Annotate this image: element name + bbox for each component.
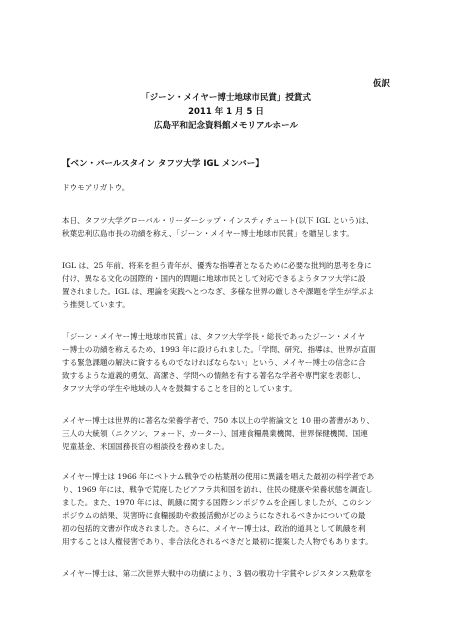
paragraph-line: 用することは人権侵害であり、非合法化されるべきだと最初に提案した人物でもあります。 — [62, 537, 373, 546]
paragraph-greeting — [62, 181, 392, 194]
paragraph-line: 初の包括的文書が作成されました。さらに、メイヤー博士は、政治的道具として飢餓を利 — [62, 524, 366, 533]
paragraph-line: タフツ大学の学生や地域の人々を鼓舞することを目的としています。 — [62, 384, 297, 393]
paragraph-line: う推奨しています。 — [62, 300, 130, 309]
paragraph-line: り、1969 年には、戦争で荒廃したビアフラ共和国を訪れ、住民の健康や栄養状態を調査し — [62, 485, 373, 494]
paragraph-award-purpose — [62, 330, 392, 395]
paragraph-line: 三人の大統領（ニクソン、フォード、カーター）、国連食糧農業機関、世界保健機関、国連 — [62, 429, 368, 438]
paragraph-line: ました。また、1970 年には、飢餓に関する国際シンポジウムを企画しましたが、このシン — [62, 498, 372, 507]
event-title: 「ジーン・メイヤー博士地球市民賞」授賞式 — [141, 93, 311, 103]
paragraph-line: 致するような道義的勇気、高潔さ、学問への情熱を有する著名な学者や専門家を表彰し、 — [62, 371, 366, 380]
title-block — [0, 91, 452, 133]
paragraph-line: 付け、異なる文化の国際的・国内的問題に地球市民として対応できるようタフツ大学に設 — [62, 274, 366, 283]
paragraph-line: 「ジーン・メイヤー博士地球市民賞」は、タフツ大学学長・総長であったジーン・メイヤ — [62, 332, 366, 341]
paragraph-line: 児童基金、米国国務長官の相談役を務めました。 — [62, 442, 230, 451]
event-venue: 広島平和記念資料館メモリアルホール — [154, 121, 298, 131]
paragraph-line: メイヤー博士は、第二次世界大戦中の功績により、3 個の戦功十字賞やレジスタンス勲章を — [62, 569, 373, 578]
paragraph-line: ドウモアリガトウ。 — [62, 183, 130, 192]
paragraph-mayer-wartime — [62, 567, 392, 580]
paragraph-line: 置されました。IGL は、理論を実践へとつなぎ、多様な世界の厳しさや課題を学生が学ぶよ — [62, 287, 375, 296]
paragraph-line: メイヤー博士は 1966 年にベトナム戦争での枯葉剤の使用に異議を唱えた最初の科学者であ — [62, 472, 375, 481]
paragraph-line: IGL は、25 年前、将来を担う青年が、優秀な指導者となるために必要な批判的思考を身に — [62, 261, 372, 270]
paragraph-line: メイヤー博士は世界的に著名な栄養学者で、750 本以上の学術論文と 10 冊の著書があり、 — [62, 416, 375, 425]
paragraph-line: ー博士の功績を称えるため、1993 年に設けられました。「学問、研究、指導は、世界が直面 — [62, 345, 376, 354]
speaker-heading: 【ベン・バールスタイン タフツ大学 IGL メンバー】 — [62, 159, 264, 169]
paragraph-mayer-profile — [62, 414, 392, 453]
paragraph-line: 秋葉忠利広島市長の功績を称え、「ジーン・メイヤー博士地球市民賞」を贈呈します。 — [62, 229, 354, 238]
paragraph-line: 本日、タフツ大学グローバル・リーダーシップ・インスティチュート(以下 IGL という)は、 — [62, 216, 374, 225]
paragraph-line: する緊急課題の解決に資するものでなければならない」という、メイヤー博士の信念に合 — [62, 358, 366, 367]
provisional-translation-label: 仮訳 — [372, 79, 390, 89]
paragraph-mayer-activities — [62, 470, 392, 548]
paragraph-award-intro — [62, 214, 392, 240]
paragraph-igl — [62, 259, 392, 311]
paragraph-line: ポジウムの結果、災害時に食糧援助や救援活動がどのようになされるべきかについての最 — [62, 511, 366, 520]
event-date: 2011 年 1 月 5 日 — [188, 107, 264, 117]
